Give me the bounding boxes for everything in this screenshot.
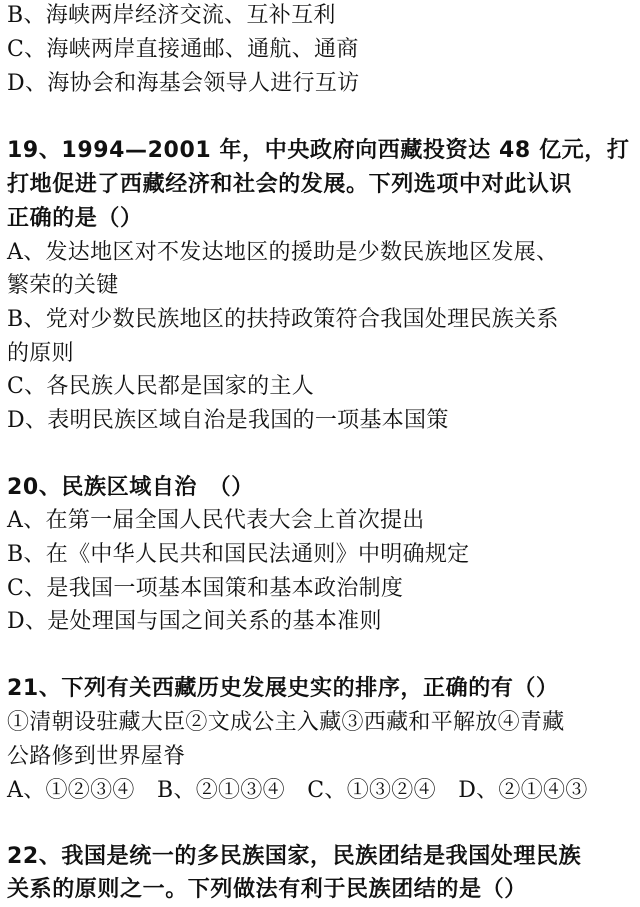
q22-stem-line-1: 22、我国是统一的多民族国家，民族团结是我国处理民族 [7, 844, 582, 869]
q18-option-b: B、海峡两岸经济交流、互补互利 [7, 3, 336, 28]
q19-option-a-line-1: A、发达地区对不发达地区的援助是少数民族地区发展、 [7, 240, 559, 265]
q19-stem-line-2: 打地促进了西藏经济和社会的发展。下列选项中对此认识 [7, 172, 573, 197]
q19-option-b-line-2: 的原则 [7, 341, 74, 366]
q21-options: A、①②③④ B、②①③④ C、①③②④ D、②①④③ [7, 778, 588, 803]
q19-option-c: C、各民族人民都是国家的主人 [7, 374, 315, 399]
q18-option-c: C、海峡两岸直接通邮、通航、通商 [7, 37, 359, 62]
q19-option-d: D、表明民族区域自治是我国的一项基本国策 [7, 408, 449, 433]
q19-stem-line-1: 19、1994—2001 年，中央政府向西藏投资达 48 亿元，打 [7, 138, 630, 163]
q22-stem-line-2: 关系的原则之一。下列做法有利于民族团结的是（） [7, 877, 527, 902]
q19-option-b-line-1: B、党对少数民族地区的扶持政策符合我国处理民族关系 [7, 307, 559, 332]
q21-stem: 21、下列有关西藏历史发展史实的排序，正确的有（） [7, 676, 559, 701]
q20-option-a: A、在第一届全国人民代表大会上首次提出 [7, 508, 425, 533]
q20-option-d: D、是处理国与国之间关系的基本准则 [7, 609, 382, 634]
q21-items-line-2: 公路修到世界屋脊 [7, 744, 186, 769]
q19-option-a-line-2: 繁荣的关键 [7, 273, 119, 298]
q21-items-line-1: ①清朝设驻藏大臣②文成公主入藏③西藏和平解放④青藏 [7, 710, 565, 735]
q19-stem-line-3: 正确的是（） [7, 206, 143, 231]
q20-option-c: C、是我国一项基本国策和基本政治制度 [7, 576, 404, 601]
q18-option-d: D、海协会和海基会领导人进行互访 [7, 71, 360, 96]
q20-stem: 20、民族区域自治 （） [7, 475, 254, 500]
q20-option-b: B、在《中华人民共和国民法通则》中明确规定 [7, 542, 470, 567]
